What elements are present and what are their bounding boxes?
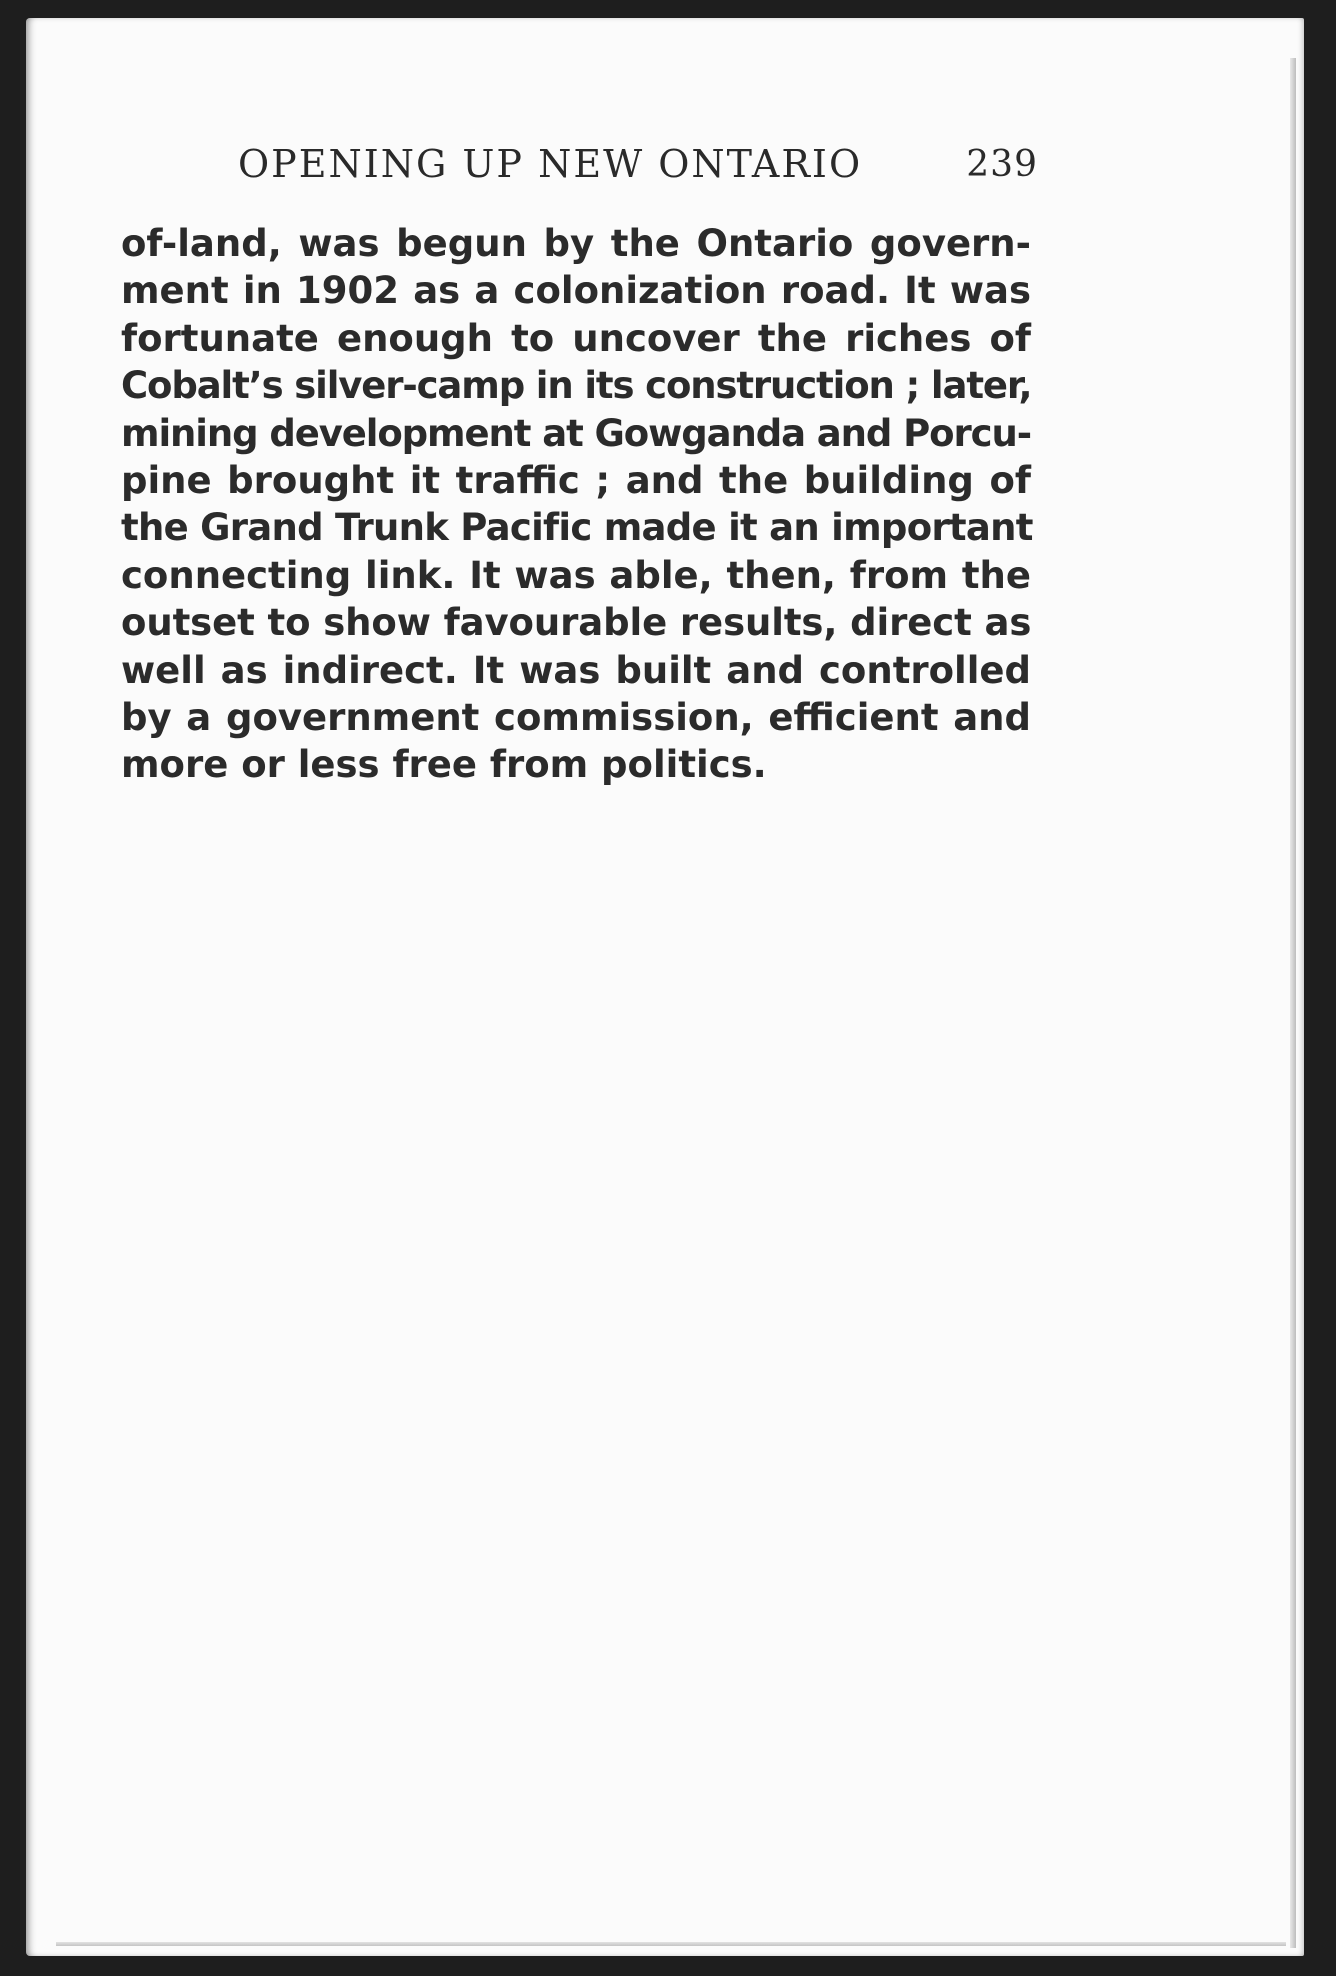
- text-line: of-land, was begun by the Ontario govern-: [121, 222, 1031, 265]
- text-line: outset to show favourable results, direct as: [121, 601, 1032, 645]
- page-edge-right: [1290, 58, 1296, 1948]
- text-line: by a government commission, efficient and: [121, 695, 1031, 739]
- text-line: pine brought it traffic ; and the building of: [121, 458, 1031, 502]
- page-edge-bottom: [56, 1942, 1286, 1946]
- running-head: [212, 142, 1038, 192]
- text-line: connecting link. It was able, then, from the: [121, 553, 1031, 597]
- text-line: more or less free from politics.: [121, 743, 767, 787]
- body-paragraph: [121, 220, 1031, 789]
- running-title: OPENING UP NEW ONTARIO: [238, 142, 863, 186]
- text-line: ment in 1902 as a colonization road. It was: [121, 269, 1031, 313]
- text-line: Cobalt’s silver-camp in its construction ; later,: [121, 364, 1032, 408]
- text-line: well as indirect. It was built and controlled: [121, 648, 1031, 692]
- text-line: fortunate enough to uncover the riches of: [121, 316, 1031, 360]
- text-line: the Grand Trunk Pacific made it an important: [121, 506, 1033, 550]
- text-line: mining development at Gowganda and Porcu-: [121, 411, 1031, 455]
- page-number: 239: [966, 144, 1038, 185]
